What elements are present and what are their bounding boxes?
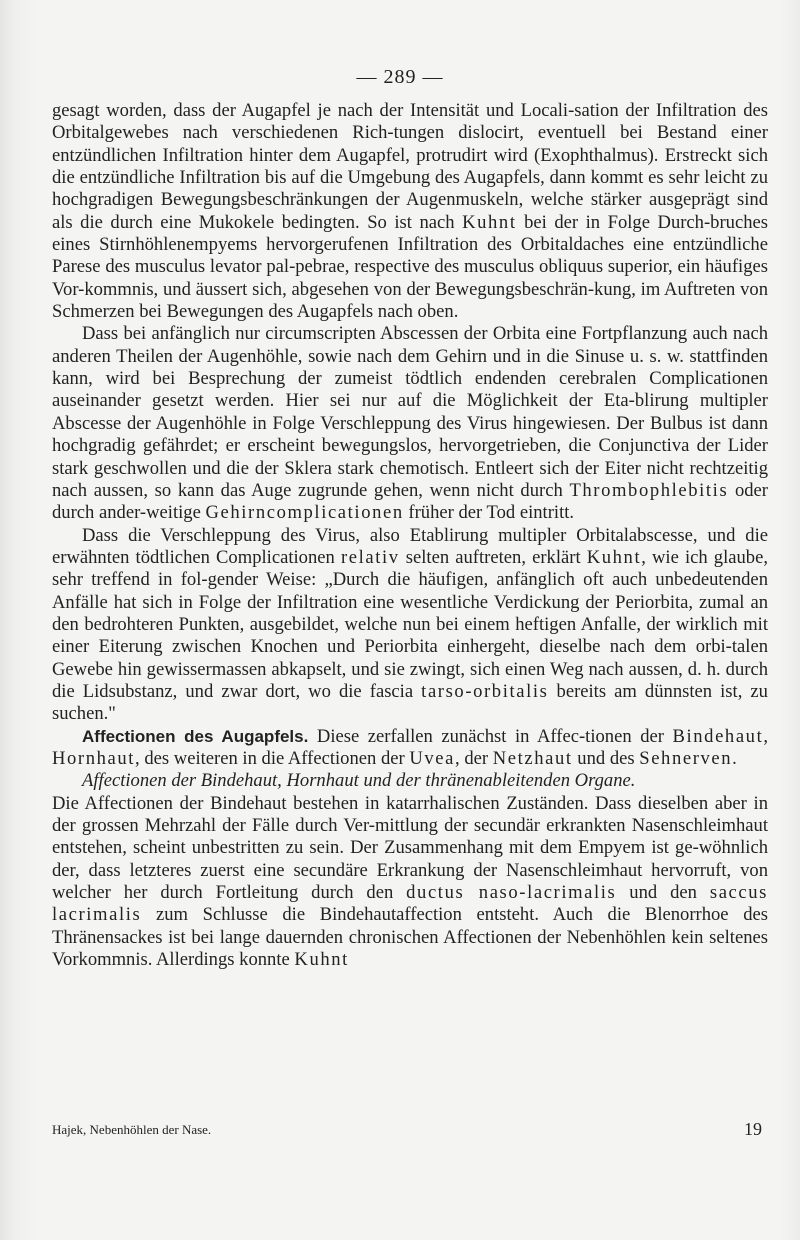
text-run: bereits am dünnsten ist, zu suchen." bbox=[52, 680, 768, 725]
signature-number: 19 bbox=[744, 1119, 762, 1139]
spaced-term: saccus lacrimalis bbox=[52, 882, 768, 926]
text-run: oder durch ander-weitige bbox=[52, 479, 768, 524]
text-run: und des bbox=[572, 747, 640, 769]
text-run: früher der Tod eintritt. bbox=[403, 502, 575, 524]
page-footer bbox=[52, 1119, 768, 1142]
author-name: Kuhnt bbox=[462, 211, 517, 233]
spaced-term: Bindehaut bbox=[672, 725, 764, 747]
text-run: Die Affectionen der Bindehaut bestehen in katarrhalischen Zuständen. Dass dieselben aber in der grossen Mehrzahl der Fälle durch Ver-mittlung der secundär erkrankten Nasenschleimhaut entstehen, scheint unbestritten zu sein. Der Zusammenhang mit dem Empyem ist ge-wöhnlich der, dass letzteres zuerst eine secundäre Erkrankung der Nasenschleimhaut hervorruft, von welcher her durch Fortleitung durch den bbox=[52, 792, 768, 904]
paragraph-5 bbox=[52, 770, 768, 792]
paragraph-1 bbox=[52, 100, 768, 323]
page-number: — 289 — bbox=[356, 66, 444, 88]
text-run: Dass die Verschleppung des Virus, also Etablirung multipler Orbitalabscesse, und die erwähnten tödtlichen Complicationen bbox=[52, 524, 768, 568]
text-run: , bbox=[763, 725, 768, 747]
text-run: , der bbox=[455, 747, 493, 769]
spaced-term: ductus naso-lacrimalis bbox=[406, 882, 617, 904]
text-run: , wie ich glaube, sehr treffend in fol-gender Weise: „Durch die häufigen, anfänglich oft auch unbedeutenden Anfälle hat sich in Folge der Infiltration eine wesentliche Verdickung der Periorbita, zumal an den bedrohteren Punkten, ausgebildet, welche nun bei einem heftigen Anfalle, der wirklich mit einer Eiterung zwischen Knochen und Periorbita einhergeht, dieselbe nach dem orbi-talen Gewebe hin gewissermassen abkapselt, und sie zwingt, sich einen Weg nach aussen, d. h. durch die Lidsubstanz, und zwar dort, wo die fascia bbox=[52, 546, 769, 702]
text-run: , des weiteren in die Affectionen der bbox=[135, 747, 410, 769]
spaced-term: Gehirncomplicationen bbox=[205, 502, 404, 524]
spaced-term: tarso-orbitalis bbox=[421, 680, 549, 702]
text-run: selten auftreten, erklärt bbox=[399, 546, 587, 568]
spaced-term: Hornhaut bbox=[52, 747, 136, 769]
spaced-term: Netzhaut bbox=[492, 747, 573, 769]
body-text bbox=[52, 100, 768, 971]
text-run: Dass bei anfänglich nur circumscripten Abscessen der Orbita eine Fortpflanzung auch nach anderen Theilen der Augenhöhle, sowie nach dem Gehirn und in die Sinuse u. s. w. stattfinden kann, wird bei Besprechung der zumeist tödtlich endenden cerebralen Complicationen auseinander gesetzt werden. Hier sei nur auf die Möglichkeit der Eta-blirung multipler Abscesse der Augenhöhle in Folge Verschleppung des Virus hingewiesen. Der Bulbus ist dann hochgradig gefährdet; er erscheint bewegungslos, hervorgetrieben, die Conjunctiva der Lider stark geschwollen und die der Sklera stark chemotisch. Entleert sich der Eiter nicht rechtzeitig nach aussen, so kann das Auge zugrunde gehen, wenn nicht durch bbox=[52, 323, 768, 501]
text-run: zum Schlusse die Bindehautaffection entsteht. Auch die Blenorrhoe des Thränensackes ist bei lange dauernden chronischen Affectionen der Nebenhöhlen kein seltenes Vorkommnis. Allerdings konnte bbox=[52, 904, 768, 971]
italic-subheading: Affectionen der Bindehaut, Hornhaut und der thränenableitenden Organe. bbox=[82, 770, 636, 792]
text-run: . bbox=[732, 747, 737, 769]
author-name: Kuhnt bbox=[586, 546, 642, 568]
section-heading: Affectionen des Augapfels. bbox=[82, 726, 309, 746]
text-run: gesagt worden, dass der Augapfel je nach der Intensität und Locali-sation der Infiltration des Orbitalgewebes nach verschiedenen Rich-tungen dislocirt, eventuell bei Bestand einer entzündlichen Infiltration hinter dem Augapfel, protrudirt wird (Exophthalmus). Erstreckt sich die entzündliche Infiltration bis auf die Umgebung des Augapfels, dann kommt es sehr leicht zu hochgradigen Bewegungsbeschränkungen der Augenmuskeln, welche stärker ausgeprägt sind als die durch eine Mukokele bedingten. So ist nach bbox=[52, 100, 768, 233]
paragraph-4 bbox=[52, 726, 768, 771]
signature-mark: Hajek, Nebenhöhlen der Nase. bbox=[52, 1122, 212, 1137]
text-run: und den bbox=[616, 882, 710, 904]
author-name: Kuhnt bbox=[294, 949, 349, 971]
spaced-term: Sehnerven bbox=[639, 747, 733, 769]
spaced-term: relativ bbox=[340, 546, 400, 568]
spaced-term: Thrombophlebitis bbox=[569, 479, 729, 501]
paragraph-6 bbox=[52, 793, 768, 972]
text-run: Diese zerfallen zunächst in Affec-tionen der bbox=[308, 725, 673, 747]
text-run: bei der in Folge Durch-bruches eines Stirnhöhlenempyems hervorgerufenen Infiltration des Orbitaldaches eine entzündliche Parese des musculus levator pal-pebrae, respective des musculus obliquus superior, ein häufiges Vor-kommnis, und äussert sich, abgesehen von der Bewegungsbeschrän-kung, im Auftreten von Schmerzen bei Bewegungen des Augapfels nach oben. bbox=[52, 211, 768, 323]
paragraph-3 bbox=[52, 525, 768, 726]
spaced-term: Uvea bbox=[409, 747, 456, 769]
paragraph-2 bbox=[52, 323, 768, 524]
